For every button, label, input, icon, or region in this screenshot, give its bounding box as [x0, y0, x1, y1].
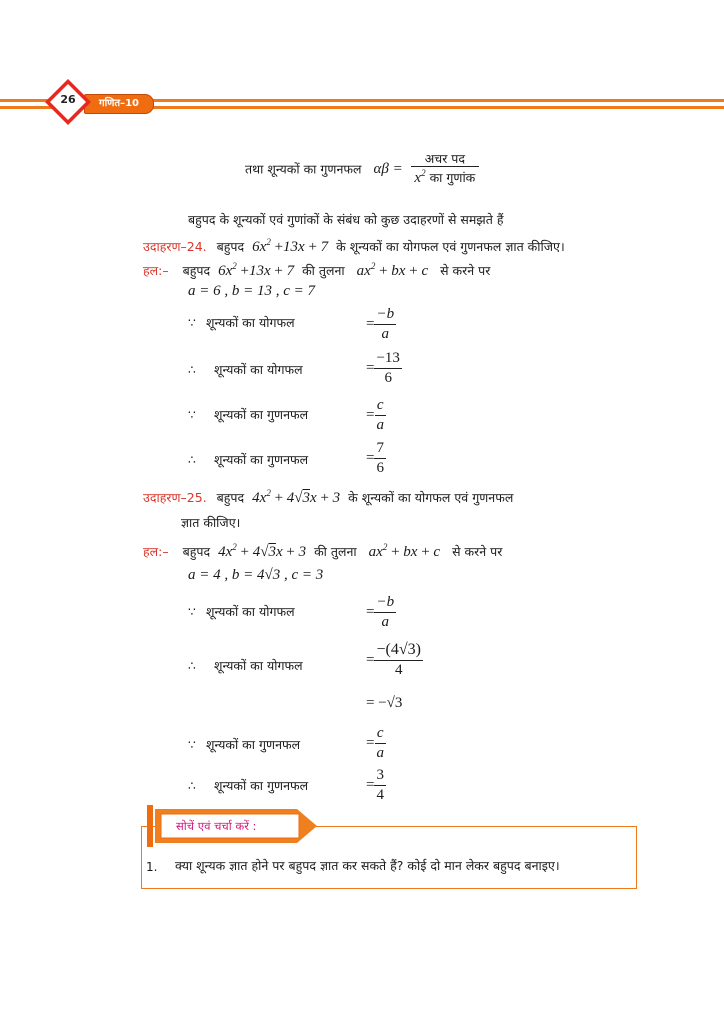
ex24-line-1: ∵ शून्यकों का योगफल	[188, 315, 295, 330]
page-number: 26	[60, 93, 76, 106]
product-formula	[245, 152, 479, 188]
question-1-number: 1.	[146, 860, 158, 874]
book-tab: गणित–10	[84, 94, 154, 114]
example-24-label: उदाहरण–24.	[143, 239, 207, 254]
product-fraction	[411, 152, 479, 188]
example-24-coefficients: a = 6 , b = 13 , c = 7	[188, 283, 316, 299]
ex24-line-2-value: = $\frac{-13}{6}$	[366, 350, 400, 387]
ex25-line-2-value: = $\frac{-(4√3)}{4}$	[366, 641, 421, 679]
ex25-line-1: ∵ शून्यकों का योगफल	[188, 604, 295, 619]
product-denominator: $x^2$ का गुणांक	[414, 168, 476, 187]
ex25-line-4: ∵ शून्यकों का गुणनफल	[188, 737, 301, 752]
ex25-line-4-value: = $\frac{c}{a}$	[366, 725, 384, 762]
ex24-line-1-value: = $\frac{-b}{a}$	[366, 306, 395, 343]
product-lhs: αβ =	[373, 161, 403, 178]
example-24-statement: उदाहरण–24. बहुपद $6x^2 +13x + 7$ के शून्यकों का योगफल एवं गुणनफल ज्ञात कीजिए।	[143, 237, 565, 255]
ex24-line-3-value: = $\frac{c}{a}$	[366, 397, 384, 434]
ex24-line-4: ∴ शून्यकों का गुणनफल	[188, 452, 309, 467]
ex24-line-2: ∴ शून्यकों का योगफल	[188, 362, 303, 377]
example-24-solution: हल:– बहुपद $6x^2 +13x + 7$ की तुलना $ax^2$ + bx + c से करने पर	[143, 261, 491, 279]
solution-24-label: हल:–	[143, 263, 169, 278]
ex24-line-3: ∵ शून्यकों का गुणनफल	[188, 407, 309, 422]
product-numerator: अचर पद	[411, 152, 479, 167]
intro-sentence: बहुपद के शून्यकों एवं गुणांकों के संबंध को कुछ उदाहरणों से समझते हैं	[188, 212, 504, 227]
question-1-text: क्या शून्यक ज्ञात होने पर बहुपद ज्ञात कर सकते हैं? कोई दो मान लेकर बहुपद बनाइए।	[175, 858, 560, 873]
example-25-statement-cont: ज्ञात कीजिए।	[181, 515, 241, 530]
ex24-line-4-value: = $\frac{7}{6}$	[366, 440, 384, 477]
ex25-line-1-value: = $\frac{-b}{a}$	[366, 594, 395, 631]
product-label: तथा शून्यकों का गुणनफल	[245, 161, 362, 177]
example-25-solution: हल:– बहुपद $4x^2 + 4√3x + 3$ की तुलना $ax^2$ + bx + c से करने पर	[143, 542, 503, 560]
example-25-coefficients: a = 4 , b = 4√3 , c = 3	[188, 567, 324, 583]
ex25-line-3-value: = −√3	[366, 695, 403, 711]
example-25-statement: उदाहरण–25. बहुपद $4x^2 + 4√3x + 3$ के शून्यकों का योगफल एवं गुणनफल	[143, 488, 514, 506]
ex25-line-5-value: = $\frac{3}{4}$	[366, 767, 384, 804]
ex25-line-5: ∴ शून्यकों का गुणनफल	[188, 778, 309, 793]
solution-25-label: हल:–	[143, 544, 169, 559]
think-discuss-title: सोचें एवं चर्चा करें :	[176, 819, 257, 833]
example-25-label: उदाहरण–25.	[143, 490, 207, 505]
ex25-line-2: ∴ शून्यकों का योगफल	[188, 658, 303, 673]
